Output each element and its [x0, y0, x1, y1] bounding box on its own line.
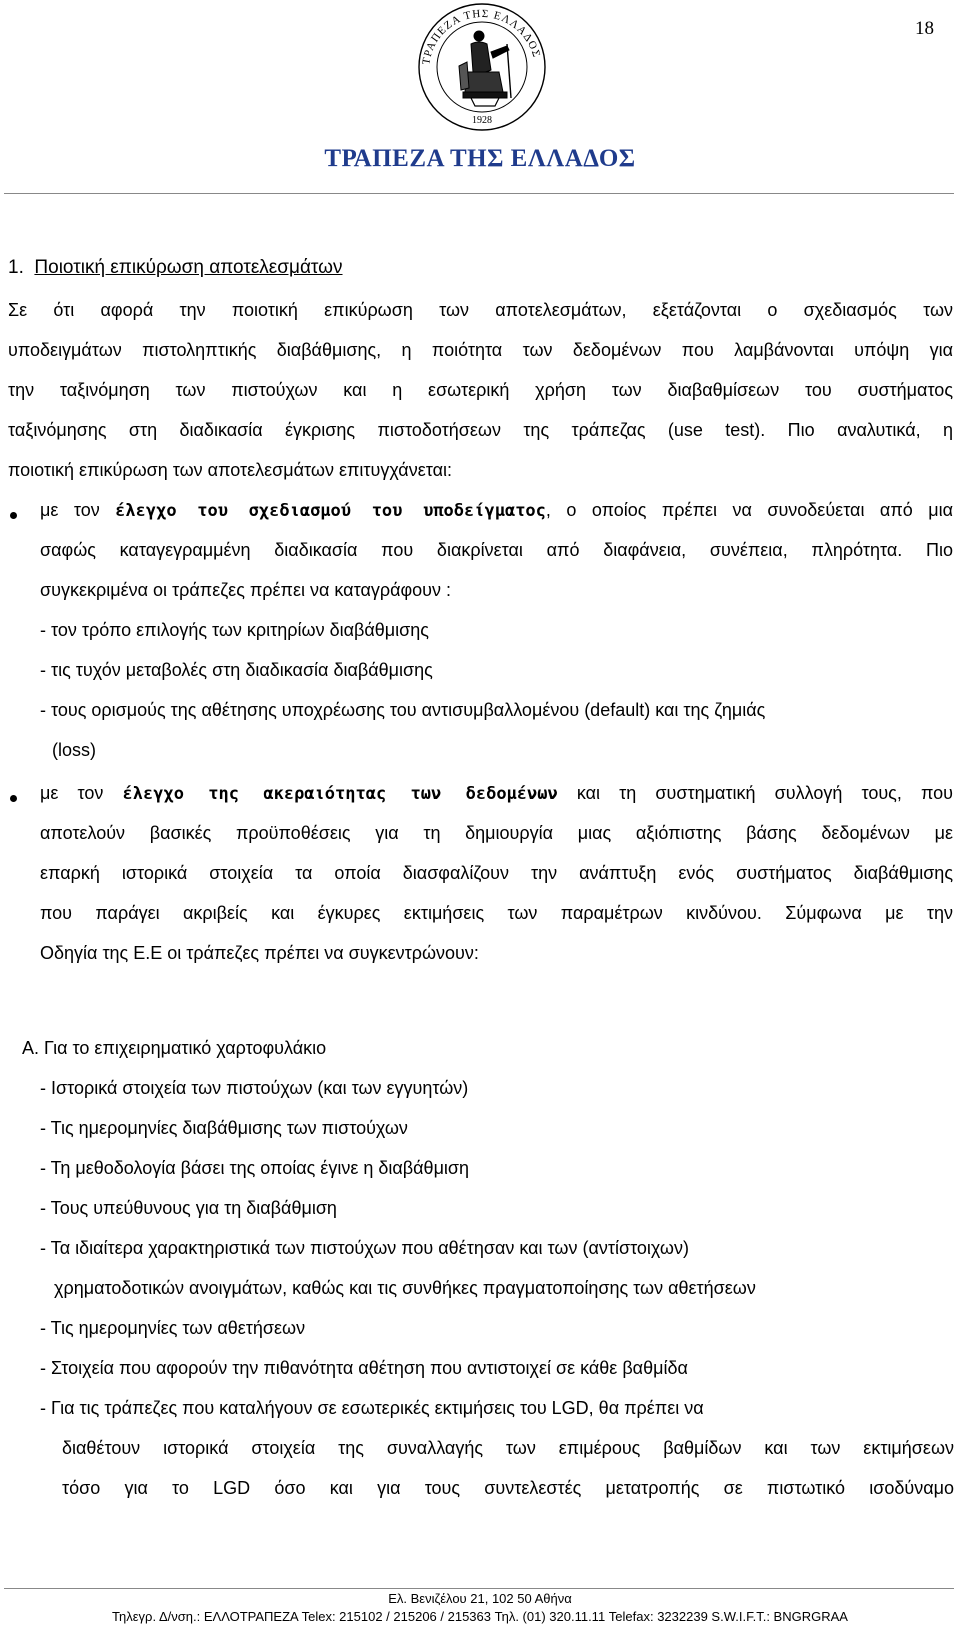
bullet2-line-3: επαρκή ιστορικά στοιχεία τα οποία διασφαλίζουν την ανάπτυξη ενός συστήματος διαβάθμισης [40, 863, 953, 883]
list-item-continuation: (loss) [52, 740, 96, 760]
list-item: - τον τρόπο επιλογής των κριτηρίων διαβάθμισης [40, 620, 429, 640]
bullet1-bold: έλεγχο του σχεδιασμού του υποδείγματος [115, 501, 546, 521]
seal-text: ΤΡΑΠΕΖΑ ΤΗΣ ΕΛΛΑΔΟΣ [420, 7, 543, 66]
bullet2-line-2: αποτελούν βασικές προϋποθέσεις για τη δημιουργία μιας αξιόπιστης βάσης δεδομένων με [40, 823, 953, 843]
intro-line-2: υποδειγμάτων πιστοληπτικής διαβάθμισης, η ποιότητα των δεδομένων που λαμβάνονται υπόψη για [8, 340, 953, 360]
intro-line-3: την ταξινόμηση των πιστούχων και η εσωτερική χρήση των διαβαθμίσεων του συστήματος [8, 380, 953, 400]
bullet2-line-5: Οδηγία της Ε.Ε οι τράπεζες πρέπει να συγκεντρώνουν: [40, 943, 479, 963]
bullet2-line-1: με τον έλεγχο της ακεραιότητας των δεδομένων και τη συστηματική συλλογή τους, που [40, 783, 953, 804]
list-item: - τους ορισμούς της αθέτησης υποχρέωσης του αντισυμβαλλομένου (default) και της ζημιάς [40, 700, 766, 720]
bullet-marker [10, 512, 17, 519]
seated-figure-icon [459, 31, 511, 106]
list-item: - Τις ημερομηνίες των αθετήσεων [40, 1318, 306, 1338]
list-item-continuation: τόσο για το LGD όσο και για τους συντελεστές μετατροπής σε πιστωτικό ισοδύναμο [62, 1478, 954, 1498]
list-item: - Τα ιδιαίτερα χαρακτηριστικά των πιστούχων που αθέτησαν και των (αντίστοιχων) [40, 1238, 689, 1258]
footer-address: Ελ. Βενιζέλου 21, 102 50 Αθήνα [388, 1591, 572, 1606]
bullet1-line-1: με τον έλεγχο του σχεδιασμού του υποδείγματος, ο οποίος πρέπει να συνοδεύεται από μια [40, 500, 953, 521]
header-divider [4, 193, 954, 194]
bullet1-line-3: συγκεκριμένα οι τράπεζες πρέπει να καταγράφουν : [40, 580, 452, 600]
list-item: - Τις ημερομηνίες διαβάθμισης των πιστούχων [40, 1118, 408, 1138]
section-heading [8, 257, 343, 279]
footer-contacts: Τηλεγρ. Δ/νση.: ΕΛΛΟΤΡΑΠΕΖΑ Telex: 215102 / 215206 / 215363 Τηλ. (01) 320.11.11 Telefax: 3232239 S.W.I.F.T.: BNGRGRAA [112, 1609, 848, 1624]
intro-line-1: Σε ότι αφορά την ποιοτική επικύρωση των αποτελεσμάτων, εξετάζονται ο σχεδιασμός των [8, 300, 953, 320]
footer-divider [4, 1588, 954, 1589]
list-item-continuation: χρηματοδοτικών ανοιγμάτων, καθώς και τις συνθήκες πραγματοποίησης των αθετήσεων [54, 1278, 756, 1298]
intro-line-4: ταξινόμησης στη διαδικασία έγκρισης πιστοδοτήσεων της τράπεζας (use test). Πιο αναλυτικά, η [8, 420, 953, 440]
bullet-marker [10, 795, 17, 802]
intro-line-5: ποιοτική επικύρωση των αποτελεσμάτων επιτυγχάνεται: [8, 460, 452, 480]
bank-title: ΤΡΑΠΕΖΑ ΤΗΣ ΕΛΛΑΔΟΣ [324, 145, 636, 172]
list-item: - Τη μεθοδολογία βάσει της οποίας έγινε η διαβάθμιση [40, 1158, 470, 1178]
section-number: 1. [8, 257, 24, 278]
list-item: - Για τις τράπεζες που καταλήγουν σε εσωτερικές εκτιμήσεις του LGD, θα πρέπει να [40, 1398, 704, 1418]
bullet2-bold: έλεγχο της ακεραιότητας των δεδομένων [122, 784, 558, 804]
page-number: 18 [915, 18, 934, 39]
section-title: Ποιοτική επικύρωση αποτελεσμάτων [34, 257, 343, 278]
section-a-title: Α. Για το επιχειρηματικό χαρτοφυλάκιο [22, 1038, 327, 1058]
bullet1-line-2: σαφώς καταγεγραμμένη διαδικασία που διακρίνεται από διαφάνεια, συνέπεια, πληρότητα. Πιο [40, 540, 953, 560]
bullet2-line-4: που παράγει ακριβείς και έγκυρες εκτιμήσεις των παραμέτρων κινδύνου. Σύμφωνα με την [40, 903, 953, 923]
list-item: - τις τυχόν μεταβολές στη διαδικασία διαβάθμισης [40, 660, 433, 680]
list-item: - Στοιχεία που αφορούν την πιθανότητα αθέτηση που αντιστοιχεί σε κάθε βαθμίδα [40, 1358, 688, 1378]
list-item-continuation: διαθέτουν ιστορικά στοιχεία της συναλλαγής των επιμέρους βαθμίδων και των εκτιμήσεων [62, 1438, 954, 1458]
bank-seal-logo [407, 0, 557, 134]
list-item: - Τους υπεύθυνους για τη διαβάθμιση [40, 1198, 337, 1218]
list-item: - Ιστορικά στοιχεία των πιστούχων (και των εγγυητών) [40, 1078, 469, 1098]
seal-year: 1928 [472, 115, 492, 126]
